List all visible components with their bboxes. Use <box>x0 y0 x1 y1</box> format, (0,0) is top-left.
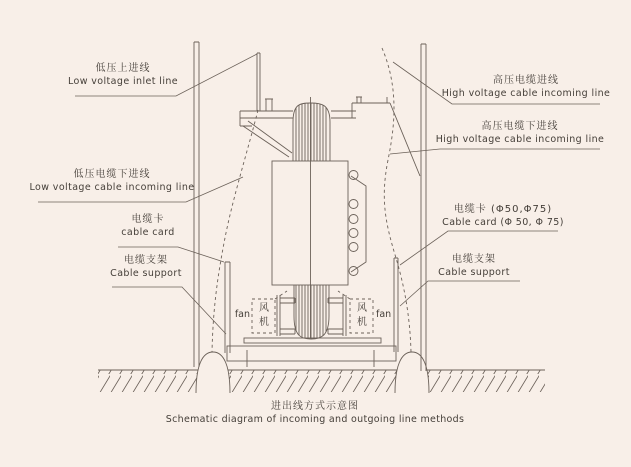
label-fan-right-zh: 风机 <box>357 303 367 328</box>
label-fan-right-en: fan <box>376 309 392 320</box>
label-cable-card-right-en: Cable card (Φ 50, Φ 75) <box>442 217 564 228</box>
leader-cable-support-left <box>112 287 226 334</box>
label-low-voltage-inlet <box>68 62 178 88</box>
label-cable-support-right-en: Cable support <box>438 267 510 278</box>
label-low-voltage-cable-incoming-en: Low voltage cable incoming line <box>29 182 195 193</box>
right-channel-bracket <box>351 176 366 272</box>
label-cable-support-left-zh: 电缆支架 <box>123 255 168 266</box>
right-cable-run-dashed <box>382 48 411 352</box>
left-fan-panel <box>277 295 295 336</box>
upper-cable-bundle-hatch <box>296 100 326 161</box>
low-voltage-inlet-bar <box>257 53 260 111</box>
transformer-tank <box>272 161 348 285</box>
left-cable-support-post <box>225 262 230 353</box>
label-cable-support-left <box>110 254 182 280</box>
diagram-caption-en: Schematic diagram of incoming and outgoing line methods <box>165 413 465 425</box>
right-cable-support-post <box>394 258 398 352</box>
label-cable-support-left-en: Cable support <box>110 268 182 279</box>
label-fan-left-zh: 风机 <box>259 303 269 328</box>
label-high-voltage-cable-incoming-top <box>442 74 611 100</box>
label-high-voltage-cable-incoming-bottom-zh: 高压电缆下进线 <box>481 121 559 132</box>
tank-terminal-bumps <box>349 171 358 276</box>
label-low-voltage-inlet-zh: 低压上进线 <box>95 63 151 74</box>
platform-anchors <box>247 350 374 367</box>
label-low-voltage-cable-incoming-zh: 低压电缆下进线 <box>73 169 151 180</box>
left-top-bracket <box>240 99 293 157</box>
label-high-voltage-cable-incoming-bottom <box>436 120 605 146</box>
label-low-voltage-inlet-en: Low voltage inlet line <box>67 76 179 87</box>
label-high-voltage-cable-incoming-bottom-en: High voltage cable incoming line <box>435 134 605 145</box>
lower-cable-bundle-hatch <box>296 285 326 340</box>
left-conduit-arch <box>196 352 230 393</box>
label-fan-left-en: fan <box>234 309 250 320</box>
label-high-voltage-cable-incoming-top-zh: 高压电缆进线 <box>493 75 559 86</box>
label-cable-support-right-zh: 电缆支架 <box>451 254 496 265</box>
label-cable-card-left-en: cable card <box>121 227 175 238</box>
label-cable-card-left <box>121 213 174 239</box>
right-top-bracket <box>331 97 420 176</box>
label-high-voltage-cable-incoming-top-en: High voltage cable incoming line <box>441 88 611 99</box>
leader-cable-support-right <box>400 281 520 306</box>
platform-base-slab <box>227 346 396 361</box>
leader-high-voltage-cable-incoming-bottom <box>390 149 600 154</box>
right-conduit-arch <box>395 352 429 393</box>
left-wall-post <box>194 42 199 367</box>
diagram-caption-zh: 进出线方式示意图 <box>271 401 359 412</box>
label-cable-card-left-zh: 电缆卡 <box>131 214 165 225</box>
diagram-caption <box>166 401 464 426</box>
label-low-voltage-cable-incoming <box>29 168 194 194</box>
right-fan-panel <box>328 295 346 336</box>
ground-hatch <box>98 370 545 392</box>
label-cable-card-right-zh: 电缆卡 (Φ50,Φ75) <box>453 204 553 215</box>
label-cable-card-right <box>442 203 564 229</box>
right-wall-post <box>421 44 426 371</box>
label-cable-support-right <box>438 253 510 279</box>
